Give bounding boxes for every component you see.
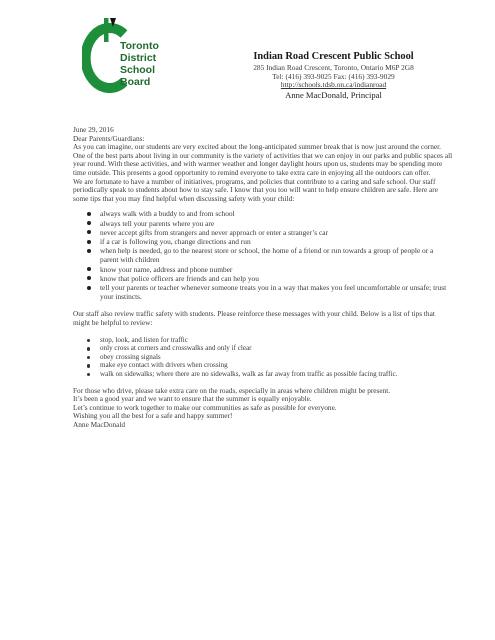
list-item <box>87 209 453 218</box>
board-name-line: Board <box>120 76 151 88</box>
intro-paragraph: We are fortunate to have a number of initiatives, programs, and policies that contribute to a caring and safe school. Our staff periodically speak to students about how to stay safe. I know that you too will want to help ensure children are safe. Here are some tips that you may find helpful when discussing safety with your child: <box>73 176 438 203</box>
bullet-icon <box>87 339 90 342</box>
list-item-text: stop, look, and listen for traffic <box>100 335 188 344</box>
list-item <box>87 237 453 246</box>
letter-body <box>73 126 453 430</box>
list-item-text: walk on sidewalks; where there are no sidewalks, walk as far away from traffic as possible facing traffic. <box>100 369 398 378</box>
list-item-text: know your name, address and phone number <box>100 264 233 274</box>
continue-line: Let’s continue to work together to make our communities as safe as possible for everyone. <box>73 402 337 412</box>
bullet-icon <box>87 347 90 350</box>
list-item <box>87 370 453 379</box>
list-item-text: make eye contact with drivers when crossing <box>100 361 228 370</box>
letter-date: June 29, 2016 <box>73 125 114 134</box>
bullet-icon <box>87 221 91 225</box>
list-item-text: never accept gifts from strangers and never approach or enter a stranger’s car <box>100 227 329 237</box>
board-name-line: School <box>120 64 156 76</box>
board-name <box>120 40 159 88</box>
bullet-icon <box>87 212 91 216</box>
bullet-icon <box>87 286 91 290</box>
list-item <box>87 246 453 264</box>
closing-line: Wishing you all the best for a safe and happy summer! <box>73 411 233 421</box>
principal-name: Anne MacDonald, Principal <box>285 89 382 100</box>
list-item <box>87 274 453 283</box>
school-header <box>226 51 441 101</box>
good-year-line: It’s been a good year and we want to ensure that the summer is equally enjoyable. <box>73 394 312 404</box>
bullet-icon <box>87 249 91 253</box>
traffic-tips-list <box>87 336 453 379</box>
bullet-icon <box>87 364 90 367</box>
board-name-line: District <box>120 52 157 64</box>
intro-paragraph: As you can imagine, our students are very excited about the long-anticipated summer break that is now just around the corner. One of the best parts about living in our community is the variety of activities that we can enjoy in our parks and public spaces all year round. With these activities, and with warmer weather and longer daylight hours upon us, students may be spending more time outside. This presents a good opportunity to remind everyone to take extra care in enjoying all the outdoors can offer. <box>73 142 453 177</box>
school-address: 285 Indian Road Crescent, Toronto, Ontario M6P 2G8 <box>253 63 414 72</box>
list-item-text: when help is needed, go to the nearest store or school, the home of a friend or run towards a group of people or a parent with children <box>100 246 434 265</box>
salutation: Dear Parents/Guardians: <box>73 133 145 143</box>
list-item-text: if a car is following you, change directions and run <box>100 236 251 246</box>
list-item <box>87 228 453 237</box>
list-item <box>87 219 453 228</box>
bullet-icon <box>87 240 91 244</box>
list-item-text: obey crossing signals <box>100 352 161 361</box>
traffic-intro: Our staff also review traffic safety with students. Please reinforce these messages with your child. Below is a list of tips that might be helpful to review: <box>73 309 435 327</box>
list-item-text: tell your parents or teacher whenever someone treats you in a way that makes you feel uncomfortable or unsafe; trust your instincts. <box>100 282 447 302</box>
signature: Anne MacDonald <box>73 419 126 429</box>
school-phone-fax: Tel: (416) 393-9025 Fax: (416) 393-9029 <box>272 71 395 81</box>
list-item-text: only cross at corners and crosswalks and only if clear <box>100 344 252 353</box>
board-name-line: Toronto <box>120 40 159 52</box>
bullet-icon <box>87 276 91 280</box>
list-item <box>87 283 453 301</box>
list-item-text: know that police officers are friends and can help you <box>100 273 259 283</box>
drivers-paragraph: For those who drive, please take extra care on the roads, especially in areas where children might be present. <box>73 385 391 395</box>
list-item <box>87 344 453 353</box>
list-item <box>87 353 453 362</box>
bullet-icon <box>87 267 91 271</box>
list-item <box>87 336 453 345</box>
list-item-text: always tell your parents where you are <box>100 218 215 228</box>
list-item-text: always walk with a buddy to and from school <box>100 209 235 219</box>
safety-tips-list <box>87 209 453 301</box>
bullet-icon <box>87 356 90 359</box>
school-name: Indian Road Crescent Public School <box>253 51 414 62</box>
school-website-link[interactable]: http://schools.tdsb.on.ca/indianroad <box>280 80 387 90</box>
list-item <box>87 361 453 370</box>
bullet-icon <box>87 373 90 376</box>
bullet-icon <box>87 230 91 234</box>
list-item <box>87 265 453 274</box>
